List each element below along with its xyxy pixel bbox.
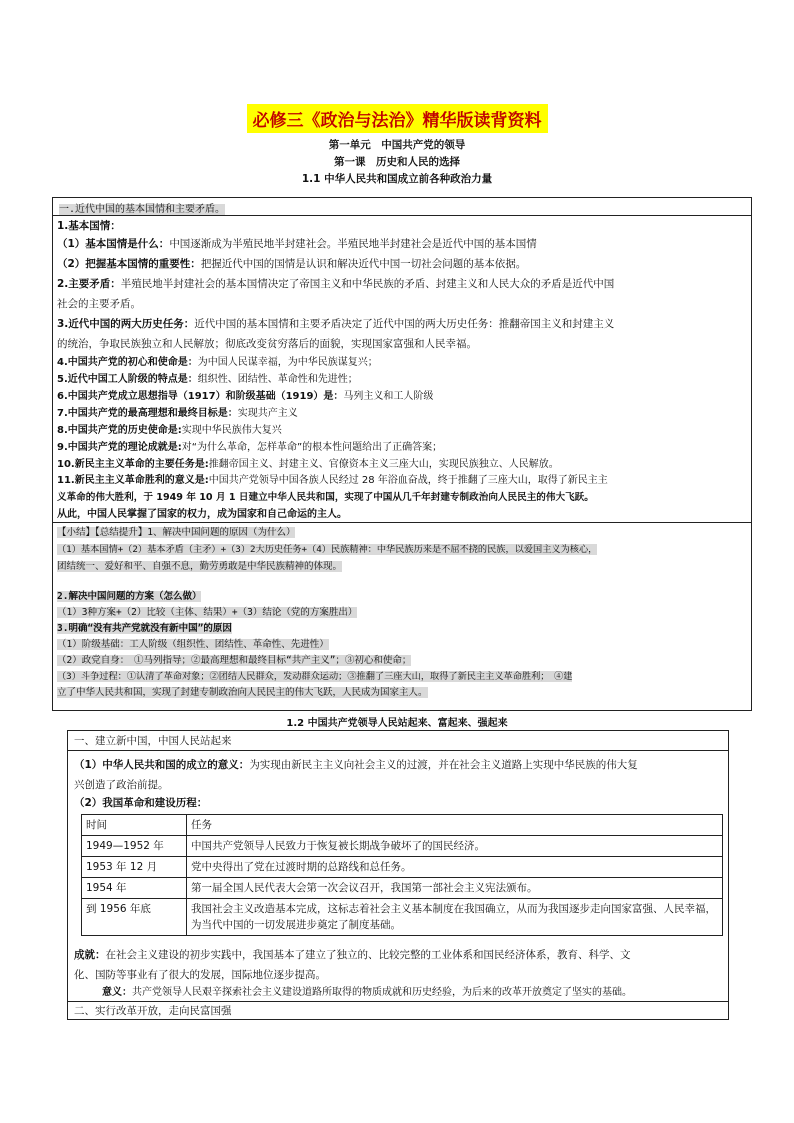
table-row	[82, 836, 723, 857]
box2-divider	[68, 1001, 728, 1002]
summary-line-2: （1）基本国情+（2）基本矛盾（主矛）+（3）2大历史任务+（4）民族精神：中华民族历来是不屈不挠的民族，以爱国主义为核心，	[57, 544, 598, 555]
point-2-label: 2.主要矛盾：	[57, 278, 121, 290]
summary-line-4: 2.解决中国问题的方案（怎么做）	[57, 591, 202, 602]
point-6	[57, 388, 433, 405]
table-row	[82, 878, 723, 899]
table-cell-task: 我国社会主义改造基本完成，这标志着社会主义基本制度在我国确立，从而为我国逐步走向国家富强、人民幸福，为当代中国的一切发展进步奠定了制度基础。	[187, 899, 723, 936]
point-4	[57, 354, 378, 371]
point-1-label: 1.基本国情：	[57, 220, 121, 232]
point-9-text: 对“为什么革命，怎样革命”的根本性问题给出了正确答案；	[181, 442, 443, 453]
point-3-text-1: 近代中国的基本国情和主要矛盾决定了近代中国的两大历史任务：推翻帝国主义和封建主义	[194, 318, 615, 330]
box1-header: 一.近代中国的基本国情和主要矛盾。	[59, 204, 226, 215]
point-1	[57, 218, 121, 235]
table-header-time: 时间	[82, 815, 187, 836]
point-10-label: 10.新民主主义革命的主要任务是:	[57, 459, 209, 470]
title-wrap	[0, 104, 794, 133]
table-header-task: 任务	[187, 815, 723, 836]
point-7-label: 7.中国共产党的最高理想和最终目标是：	[57, 408, 238, 419]
box2-header: 一、建立新中国，中国人民站起来	[74, 735, 232, 747]
point-11-cont-2: 从此，中国人民掌握了国家的权力，成为国家和自己命运的主人。	[57, 509, 347, 520]
achievement-line	[74, 947, 631, 964]
content-box-1	[52, 197, 752, 711]
significance-label: 意义：	[102, 987, 132, 998]
point-2	[57, 276, 614, 293]
summary-line-5: （1）3种方案+（2）比较（主体、结果）+（3）结论（党的方案胜出）	[57, 607, 358, 618]
point-4-label: 4.中国共产党的初心和使命是：	[57, 357, 198, 368]
q1-label: （1）中华人民共和国的成立的意义：	[74, 759, 250, 771]
point-10-text: 推翻帝国主义、封建主义、官僚资本主义三座大山，实现民族独立、人民解放。	[208, 459, 559, 470]
table-row	[82, 899, 723, 936]
table-cell-time: 1953 年 12 月	[82, 857, 187, 878]
achievement-text-1: 在社会主义建设的初步实践中，我国基本了建立了独立的、比较完整的工业体系和国民经济体系，教育、科学、文	[105, 949, 631, 961]
achievement-cont: 化、国防等事业有了很大的发展，国际地位逐步提高。	[74, 969, 326, 981]
point-8-text: 实现中华民族伟大复兴	[181, 425, 282, 436]
section-heading-1-2: 1.2 中国共产党领导人民站起来、富起来、强起来	[286, 718, 508, 729]
point-11-cont-1: 义革命的伟大胜利，于 1949 年 10 月 1 日建立中华人民共和国，实现了中国从几千年封建专制政治向人民民主的伟大飞跃。	[57, 492, 594, 503]
point-3-cont: 的统治，争取民族独立和人民解放；彻底改变贫穷落后的面貌，实现国家富强和人民幸福。	[57, 338, 477, 350]
achievement-label: 成就：	[74, 949, 106, 961]
q1-cont: 兴创造了政治前提。	[74, 779, 169, 791]
table-cell-task: 中国共产党领导人民致力于恢复被长期战争破坏了的国民经济。	[187, 836, 723, 857]
table-row	[82, 857, 723, 878]
point-7-text: 实现共产主义	[237, 408, 298, 419]
summary-line-10: 立了中华人民共和国，实现了封建专制政治向人民民主的伟大飞跃，人民成为国家主人。	[57, 687, 428, 698]
lesson-heading: 第一课 历史和人民的选择	[334, 156, 460, 168]
summary-line-8: （2）政党自身： ①马列指导；②最高理想和最终目标“共产主义”；③初心和使命；	[57, 655, 412, 666]
summary-line-3: 团结统一、爱好和平、自强不息，勤劳勇敢是中华民族精神的体现。	[57, 561, 343, 572]
point-8-label: 8.中国共产党的历史使命是:	[57, 425, 182, 436]
q1-line	[74, 757, 638, 774]
summary-line-1: 【小结】【总结提升】1、解决中国问题的原因（为什么）	[57, 527, 296, 538]
point-11	[57, 472, 608, 489]
q2-line	[74, 795, 207, 812]
point-9-label: 9.中国共产党的理论成就是:	[57, 442, 182, 453]
table-cell-task: 党中央得出了党在过渡时期的总路线和总任务。	[187, 857, 723, 878]
point-8	[57, 422, 282, 439]
point-5-label: 5.近代中国工人阶级的特点是：	[57, 374, 198, 385]
point-1b-label: （2）把握基本国情的重要性：	[57, 258, 201, 270]
point-5	[57, 371, 358, 388]
point-6-text: 马列主义和工人阶级	[343, 391, 434, 402]
summary-line-9: （3）斗争过程：①认清了革命对象；②团结人民群众，发动群众运动；③推翻了三座大山，取得了新民主主义革命胜利； ④建	[57, 671, 573, 682]
point-1b	[57, 256, 526, 273]
point-11-text-1: 中国共产党领导中国各族人民经过 28 年浴血奋战，终于推翻了三座大山，取得了新民主主	[208, 475, 608, 486]
content-box-2	[67, 730, 729, 1020]
table-header-row	[82, 815, 723, 836]
point-6-label: 6.中国共产党成立思想指导（1917）和阶级基础（1919）是：	[57, 391, 344, 402]
document-title: 必修三《政治与法治》精华版读背资料	[247, 104, 548, 133]
summary-line-6: 3.明确“没有共产党就没有新中国”的原因	[57, 623, 232, 634]
unit-heading: 第一单元 中国共产党的领导	[328, 139, 466, 151]
table-cell-time: 1949—1952 年	[82, 836, 187, 857]
summary-divider	[53, 522, 751, 523]
summary-line-7: （1）阶级基础：工人阶级（组织性、团结性、革命性、先进性）	[57, 639, 329, 650]
point-2-cont: 社会的主要矛盾。	[57, 298, 141, 310]
point-2-text-1: 半殖民地半封建社会的基本国情决定了帝国主义和中华民族的矛盾、封建主义和人民大众的矛盾是近代中国	[120, 278, 615, 290]
point-4-text: 为中国人民谋幸福，为中华民族谋复兴；	[197, 357, 378, 368]
point-7	[57, 405, 298, 422]
q2-label: （2）我国革命和建设历程：	[74, 797, 208, 809]
point-1b-text: 把握近代中国的国情是认识和解决近代中国一切社会问题的基本依据。	[200, 258, 527, 270]
point-11-label: 11.新民主主义革命胜利的意义是:	[57, 475, 209, 486]
point-1a-text: 中国逐渐成为半殖民地半封建社会。半殖民地半封建社会是近代中国的基本国情	[169, 238, 537, 250]
point-1a	[57, 236, 537, 253]
point-1a-label: （1）基本国情是什么：	[57, 238, 170, 250]
point-5-text: 组织性、团结性、革命性和先进性；	[197, 374, 358, 385]
box3-header: 二、实行改革开放，走向民富国强	[74, 1005, 232, 1017]
point-3-label: 3.近代中国的两大历史任务：	[57, 318, 195, 330]
point-10	[57, 456, 559, 473]
section-heading-1-1: 1.1 中华人民共和国成立前各种政治力量	[301, 173, 493, 185]
point-9	[57, 439, 442, 456]
table-cell-time: 1954 年	[82, 878, 187, 899]
table-cell-time: 到 1956 年底	[82, 899, 187, 936]
significance-text: 共产党领导人民艰辛探索社会主义建设道路所取得的物质成就和历史经验，为后来的改革开放奠定了坚实的基础。	[132, 987, 632, 998]
q1-text-1: 为实现由新民主主义向社会主义的过渡，并在社会主义道路上实现中华民族的伟大复	[249, 759, 638, 771]
point-3	[57, 316, 614, 333]
significance-line	[102, 984, 632, 1001]
history-table	[81, 814, 723, 936]
table-cell-task: 第一届全国人民代表大会第一次会议召开，我国第一部社会主义宪法颁布。	[187, 878, 723, 899]
